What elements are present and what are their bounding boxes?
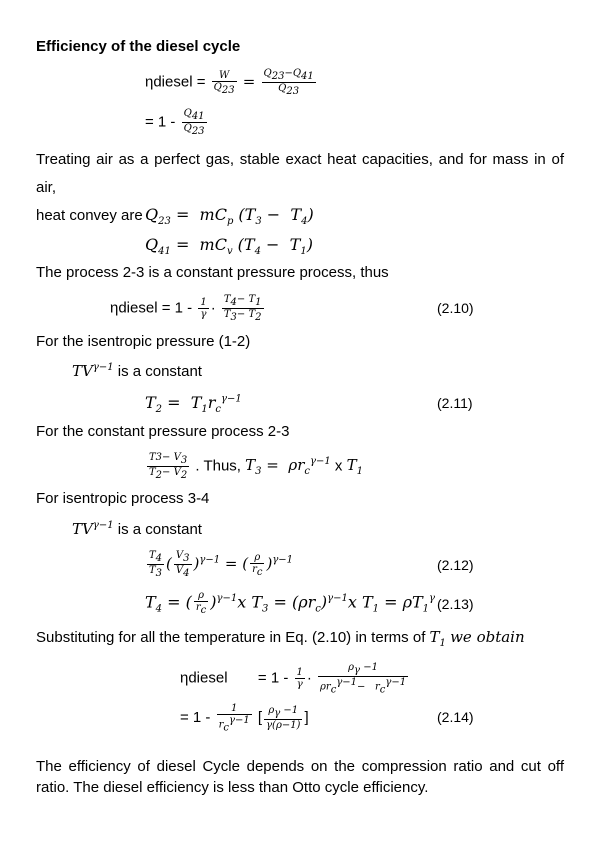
paragraph-3: For the isentropic pressure (1-2): [36, 333, 251, 350]
equation-number-2-11: (2.11): [437, 395, 473, 411]
frac-den: $T_3$: [149, 565, 163, 579]
conclusion-paragraph: The efficiency of diesel Cycle depends on the compression ratio and cut off ratio. The diesel efficiency is less than Otto cycle efficiency.: [36, 758, 564, 796]
tv-expression: $TV^{\gamma-1}$: [72, 520, 114, 538]
equation-2-12: $\frac{T_4}{T_3}$ ( $\frac{V_3}{V_4}$ )$^{\gamma-1}$ = ( $\frac{\rho}{r_c}$ )$^{\gamma-1}$: [149, 550, 294, 579]
equation-2-13: $T_4$ = ( $\frac{\rho}{r_c}$ )$^{\gamma-1}$x $T_3 = (\rho r_c)^{\gamma-1}x$ $T_1 = \rho T_1^\gamma$: [145, 590, 436, 616]
rho-over-rc: [250, 552, 264, 578]
one-minus-equation: [145, 108, 209, 137]
frac-num: 1: [200, 297, 207, 308]
frac-den: $V_4$: [175, 565, 190, 579]
frac-den: $\rho r_c^{\gamma-1}- r_c^{\gamma-1}$: [320, 677, 407, 696]
tv-expression: $TV^{\gamma-1}$: [72, 362, 114, 380]
we-obtain-text: we obtain: [450, 628, 525, 646]
frac-num: $\rho_\gamma -1$: [264, 705, 302, 720]
frac-den: γ: [200, 309, 207, 320]
frac-den: γ: [296, 679, 303, 691]
eta-diesel-lhs: ηdiesel = 1 -: [110, 299, 197, 317]
frac-num: 1: [217, 703, 252, 715]
eta-lhs: ηdiesel =: [145, 73, 210, 91]
frac-den: $r_c$: [195, 602, 207, 616]
temp-ratio: [222, 294, 264, 323]
paragraph-6-text: Substituting for all the temperature in Eq. (2.10) in terms of: [36, 629, 426, 646]
frac-den: $T_3- T_2$: [223, 309, 262, 323]
frac-num: ρ: [250, 552, 264, 564]
equals-one-minus: = 1 -: [180, 709, 215, 727]
t3-expression: $T_3 = \rho r_c^{\gamma-1}$: [245, 456, 331, 478]
bracket-ratio: [264, 705, 302, 731]
t3v3-ratio: [147, 452, 189, 481]
tv-constant-text: is a constant: [117, 521, 202, 538]
frac-num: $T3- V_3$: [147, 452, 189, 467]
frac-den: $Q_{23}$: [183, 123, 205, 137]
q-diff-over-q23: [262, 68, 316, 97]
equation-2-14: = 1 - $\frac{1}{r_c^{\gamma-1}}$ [ $\frac{\rho_\gamma -1}{\gamma(\rho-1)}$ ]: [180, 703, 309, 734]
t1-symbol: $T_1$: [429, 628, 446, 649]
one-over-gamma: [198, 297, 208, 320]
frac-den: $Q_{23}$: [213, 81, 235, 96]
frac-num: $T_4- T_1$: [223, 294, 262, 308]
frac-num: $\rho_\gamma -1$: [318, 662, 408, 677]
paragraph-1-line-2: heat convey are: [36, 207, 143, 224]
one-minus-text: = 1 -: [145, 113, 180, 131]
tv-constant-2: [72, 520, 202, 538]
equation-2-10: ηdiesel = 1 - $\frac{1}{\gamma}$ · $\frac{T_4- T_1}{T_3- T_2}$: [110, 294, 262, 323]
frac-num: 1: [296, 667, 303, 679]
paragraph-4: For the constant pressure process 2-3: [36, 423, 290, 440]
frac-num: $V_3$: [175, 550, 190, 564]
equation-number-2-12: (2.12): [437, 557, 474, 573]
frac-num: ρ: [194, 590, 208, 602]
frac-num: $Q_{41}$: [183, 108, 205, 122]
paragraph-1-line-1: Treating air as a perfect gas, stable exact heat capacities, and for mass in of air,: [36, 151, 564, 196]
frac-num: $T_4$: [149, 550, 163, 564]
tv-constant-text: is a constant: [117, 363, 202, 380]
section-title: Efficiency of the diesel cycle: [36, 38, 241, 55]
times-x: x: [334, 457, 343, 475]
paragraph-2: The process 2-3 is a constant pressure process, thus: [36, 264, 389, 281]
q41-equation: $Q_{41} = mC_v$ $(T_4 - T_1)$: [145, 235, 313, 258]
frac-den: γ(ρ−1): [266, 720, 301, 732]
w-over-q23: [212, 70, 237, 96]
frac-den: $r_c^{\gamma-1}$: [218, 715, 250, 734]
paragraph-6: [36, 628, 525, 649]
efficiency-equation: [145, 68, 318, 97]
final-equation: ηdiesel = 1 - $\frac{1}{\gamma}$ · $\frac{\rho_\gamma -1}{\rho r_c^{\gamma-1}- r_c^{\gamma-1}}$: [180, 662, 407, 696]
frac-den: $T_2- V_2$: [149, 467, 188, 481]
equals-one-minus: = 1 -: [257, 669, 293, 687]
v3-over-v4: [174, 550, 192, 579]
thus-equation: [145, 452, 363, 481]
equation-2-11: $T_2 = T_1r_c^{\gamma-1}$: [145, 393, 242, 416]
t4-over-t3: [147, 550, 164, 579]
frac-den: $r_c$: [252, 563, 263, 578]
one-over-rc: [217, 703, 252, 733]
frac-num: $Q_{23}-Q_{41}$: [263, 68, 314, 82]
eta-diesel-label: ηdiesel: [180, 669, 228, 687]
equation-number-2-13: (2.13): [437, 596, 474, 612]
thus-text: . Thus,: [195, 457, 241, 475]
t1-term: $T_1$: [346, 456, 363, 478]
tv-constant-1: [72, 362, 202, 380]
paragraph-5: For isentropic process 3-4: [36, 490, 210, 507]
frac-den: $Q_{23}$: [278, 83, 300, 97]
equals-sign: =: [242, 72, 256, 91]
q23-equation: $Q_{23} = mC_p$ $(T_3 - T_4)$: [145, 205, 314, 228]
equation-number-2-14: (2.14): [437, 709, 474, 725]
q41-over-q23: [182, 108, 207, 137]
equation-number-2-10: (2.10): [437, 300, 474, 316]
rho-over-rc: [194, 590, 208, 616]
frac-num: W: [212, 70, 237, 82]
rho-gamma-ratio: [318, 662, 408, 695]
one-over-gamma: [295, 667, 305, 690]
